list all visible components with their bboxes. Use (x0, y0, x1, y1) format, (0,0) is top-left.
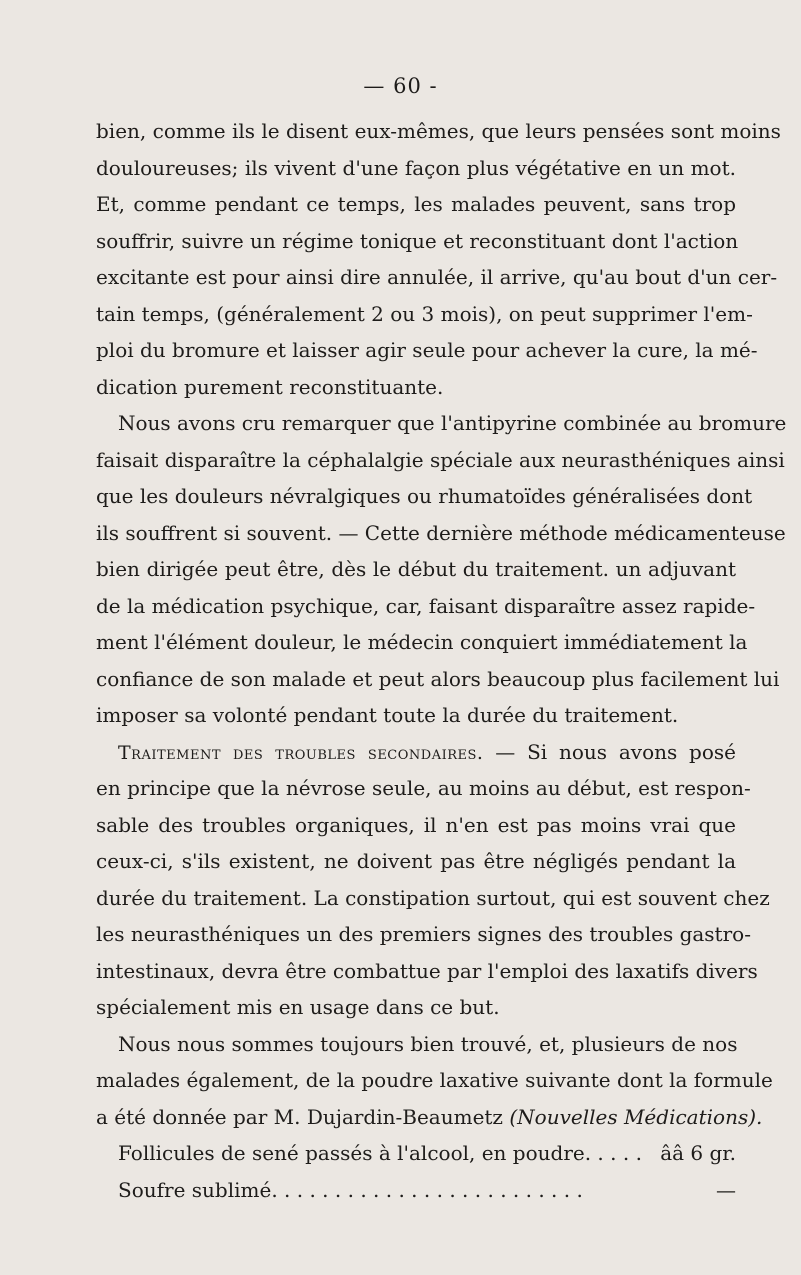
formula-item: Follicules de sené passés à l'alcool, en poudre. . . . . (118, 1141, 642, 1165)
text-line: durée du traitement. La constipation surtout, qui est souvent chez (96, 885, 770, 910)
text-line: confiance de son malade et peut alors beaucoup plus facilement lui (96, 666, 780, 691)
text-line: bien, comme ils le disent eux-mêmes, que leurs pensées sont moins (96, 119, 781, 143)
text-line: ploi du bromure et laisser agir seule pour achever la cure, la mé- (96, 338, 758, 362)
text-line: spécialement mis en usage dans ce but. (96, 995, 500, 1019)
citation: (Nouvelles Médications). (509, 1104, 763, 1129)
text-line: Nous nous sommes toujours bien trouvé, et, plusieurs de nos (118, 1031, 738, 1056)
text-line: les neurasthéniques un des premiers signes des troubles gastro- (96, 922, 751, 946)
section-heading: Traitement des troubles secondaires. (118, 741, 484, 764)
text-line: Et, comme pendant ce temps, les malades peuvent, sans trop (96, 192, 736, 216)
text-line: dication purement reconstituante. (96, 374, 444, 399)
text-line: souffrir, suivre un régime tonique et reconstituant dont l'action (96, 228, 739, 253)
citation-line (96, 1099, 763, 1136)
text-line: faisait disparaître la céphalalgie spéciale aux neurasthéniques ainsi (96, 447, 785, 472)
formula-item: Soufre sublimé. . . . . . . . . . . . . . . . . . . . . . . . . (118, 1177, 583, 1202)
text-line: ment l'élément douleur, le médecin conquiert immédiatement la (96, 630, 748, 654)
text-line: a été donnée par M. Dujardin-Beaumetz (96, 1104, 503, 1129)
formula-row (96, 1172, 736, 1209)
text-line: que les douleurs névralgiques ou rhumatoïdes généralisées dont (96, 484, 753, 508)
text-line: de la médication psychique, car, faisant disparaître assez rapide- (96, 593, 756, 618)
text-line: imposer sa volonté pendant toute la durée du traitement. (96, 703, 679, 727)
text-line: — Si nous avons posé (495, 739, 736, 764)
body-text (96, 113, 787, 1208)
text-line: sable des troubles organiques, il n'en est pas moins vrai que (96, 812, 736, 837)
text-line: en principe que la névrose seule, au moins au début, est respon- (96, 776, 751, 800)
formula-row (96, 1135, 736, 1172)
text-line: Nous avons cru remarquer que l'antipyrine combinée au bromure (118, 411, 787, 435)
text-line: ils souffrent si souvent. — Cette dernière méthode médicamenteuse (96, 520, 786, 545)
formula-dose: — (716, 1177, 736, 1202)
formula-dose: ââ 6 gr. (660, 1141, 736, 1165)
section-heading-line (96, 734, 736, 771)
text-line: tain temps, (généralement 2 ou 3 mois), on peut supprimer l'em- (96, 301, 753, 326)
text-line: ceux-ci, s'ils existent, ne doivent pas être négligés pendant la (96, 849, 736, 873)
text-line: excitante est pour ainsi dire annulée, il arrive, qu'au bout d'un cer- (96, 265, 778, 289)
page-number: — 60 - (363, 74, 438, 98)
text-line: malades également, de la poudre laxative suivante dont la formule (96, 1068, 773, 1092)
text-line: douloureuses; ils vivent d'une façon plus végétative en un mot. (96, 155, 736, 180)
text-line: intestinaux, devra être combattue par l'emploi des laxatifs divers (96, 958, 758, 983)
text-line: bien dirigée peut être, dès le début du traitement. un adjuvant (96, 557, 736, 581)
